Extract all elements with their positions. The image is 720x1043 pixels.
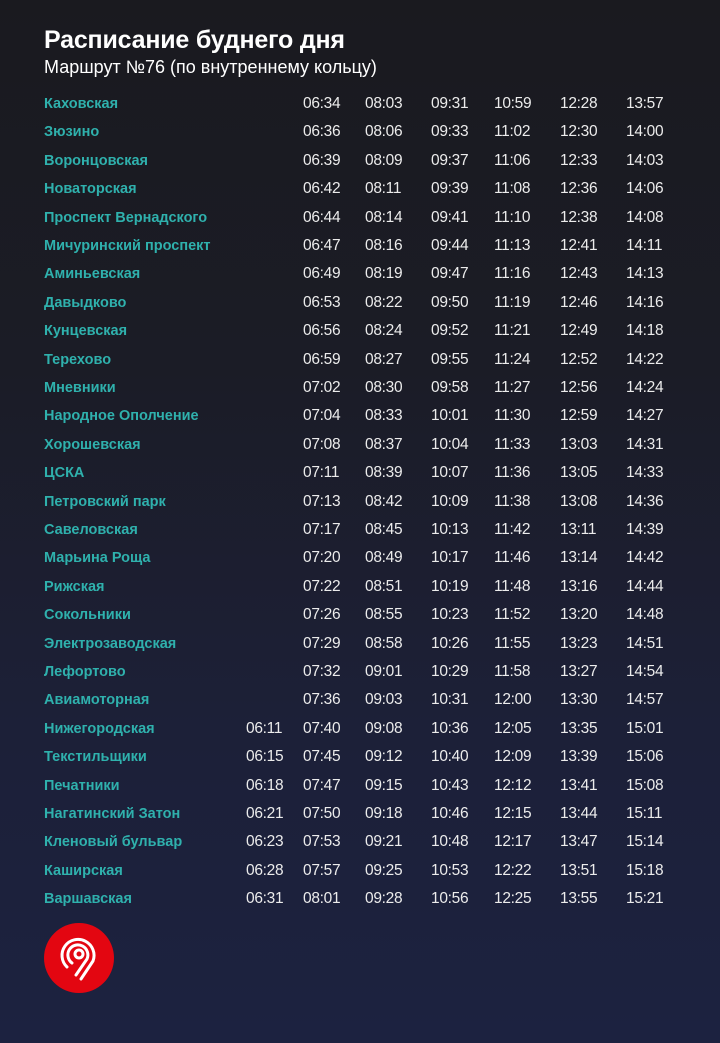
station-name: Савеловская xyxy=(44,522,138,538)
departure-time: 07:47 xyxy=(303,776,341,794)
departure-time: 15:11 xyxy=(626,805,663,822)
departure-time: 06:56 xyxy=(303,322,341,340)
table-row xyxy=(0,885,720,913)
departure-time: 11:36 xyxy=(494,464,531,482)
station-name: Текстильщики xyxy=(44,749,147,766)
station-name: Нижегородская xyxy=(44,720,155,737)
departure-time: 09:25 xyxy=(365,861,403,879)
table-row xyxy=(0,317,720,345)
departure-time: 06:21 xyxy=(246,805,284,822)
station-name: Нагатинский Затон xyxy=(44,806,181,822)
departure-time: 07:29 xyxy=(303,634,341,652)
station-name: Кленовый бульвар xyxy=(44,834,183,851)
departure-time: 14:16 xyxy=(626,293,664,311)
departure-time: 14:03 xyxy=(626,151,664,169)
departure-time: 09:03 xyxy=(365,691,403,709)
departure-time: 10:29 xyxy=(431,663,469,680)
departure-time: 14:39 xyxy=(626,521,664,538)
table-row xyxy=(0,686,720,714)
departure-time: 12:52 xyxy=(560,350,598,368)
departure-time: 11:10 xyxy=(494,208,531,226)
departure-time: 09:50 xyxy=(431,293,469,311)
departure-time: 06:18 xyxy=(246,776,284,794)
departure-time: 13:55 xyxy=(560,890,598,908)
departure-time: 07:08 xyxy=(303,435,341,453)
station-name: Проспект Вернадского xyxy=(44,209,208,226)
departure-time: 06:47 xyxy=(303,237,341,254)
departure-time: 14:22 xyxy=(626,350,664,368)
departure-time: 14:06 xyxy=(626,180,664,198)
departure-time: 09:15 xyxy=(365,776,403,794)
departure-time: 11:42 xyxy=(494,521,531,538)
departure-time: 06:59 xyxy=(303,350,341,368)
departure-time: 09:12 xyxy=(365,748,403,766)
departure-time: 09:08 xyxy=(365,719,403,737)
table-row xyxy=(0,459,720,487)
departure-time: 14:27 xyxy=(626,407,664,425)
departure-time: 07:04 xyxy=(303,407,341,425)
station-name: Аминьевская xyxy=(44,266,141,283)
departure-time: 14:51 xyxy=(626,634,664,652)
departure-time: 13:41 xyxy=(560,776,598,794)
station-name: Давыдково xyxy=(44,294,127,311)
table-row xyxy=(0,232,720,260)
departure-time: 06:42 xyxy=(303,180,341,198)
departure-time: 14:44 xyxy=(626,577,664,595)
departure-time: 10:19 xyxy=(431,577,469,595)
departure-time: 08:09 xyxy=(365,151,403,169)
table-row xyxy=(0,601,720,629)
table-row xyxy=(0,857,720,885)
table-row xyxy=(0,374,720,402)
table-row xyxy=(0,630,720,658)
departure-time: 06:53 xyxy=(303,293,341,311)
departure-time: 11:27 xyxy=(494,379,531,396)
page-title: Расписание буднего дня xyxy=(44,26,345,54)
departure-time: 11:24 xyxy=(494,350,531,368)
departure-time: 13:30 xyxy=(560,691,598,709)
table-row xyxy=(0,90,720,118)
departure-time: 07:22 xyxy=(303,577,341,595)
departure-time: 07:32 xyxy=(303,663,341,680)
departure-time: 10:09 xyxy=(431,492,469,510)
station-name: Каширская xyxy=(44,862,123,879)
departure-time: 07:36 xyxy=(303,691,341,709)
departure-time: 15:14 xyxy=(626,833,664,851)
departure-time: 13:47 xyxy=(560,833,598,851)
departure-time: 07:40 xyxy=(303,719,341,737)
departure-time: 10:07 xyxy=(431,464,469,482)
table-row xyxy=(0,715,720,743)
table-row xyxy=(0,658,720,686)
departure-time: 08:24 xyxy=(365,322,403,340)
departure-time: 12:30 xyxy=(560,123,598,141)
departure-time: 13:27 xyxy=(560,663,598,680)
departure-time: 12:59 xyxy=(560,407,598,425)
departure-time: 14:13 xyxy=(626,265,664,283)
departure-time: 11:19 xyxy=(494,293,531,311)
table-row xyxy=(0,118,720,146)
table-row xyxy=(0,204,720,232)
departure-time: 11:33 xyxy=(494,435,531,453)
departure-time: 12:36 xyxy=(560,180,598,198)
departure-time: 10:17 xyxy=(431,549,469,567)
departure-time: 15:01 xyxy=(626,719,664,737)
departure-time: 07:17 xyxy=(303,521,341,538)
departure-time: 06:15 xyxy=(246,748,284,766)
station-name: Варшавская xyxy=(44,891,132,908)
departure-time: 11:08 xyxy=(494,180,531,198)
departure-time: 10:23 xyxy=(431,606,469,624)
departure-time: 08:39 xyxy=(365,464,403,482)
departure-time: 15:18 xyxy=(626,861,664,879)
station-name: Каховская xyxy=(44,96,119,112)
station-name: Хорошевская xyxy=(44,436,141,453)
station-name: Мневники xyxy=(44,380,116,396)
station-name: Лефортово xyxy=(44,664,126,680)
table-row xyxy=(0,175,720,203)
station-name: Электрозаводская xyxy=(44,635,177,652)
departure-time: 13:35 xyxy=(560,719,598,737)
departure-time: 09:18 xyxy=(365,805,403,822)
departure-time: 15:06 xyxy=(626,748,664,766)
station-name: Зюзино xyxy=(44,124,100,141)
departure-time: 14:00 xyxy=(626,123,664,141)
departure-time: 09:33 xyxy=(431,123,469,141)
departure-time: 12:28 xyxy=(560,95,598,112)
departure-time: 13:08 xyxy=(560,492,598,510)
departure-time: 12:56 xyxy=(560,379,598,396)
departure-time: 10:13 xyxy=(431,521,469,538)
departure-time: 09:28 xyxy=(365,890,403,908)
departure-time: 09:47 xyxy=(431,265,469,283)
departure-time: 09:55 xyxy=(431,350,469,368)
departure-time: 12:05 xyxy=(494,719,532,737)
departure-time: 09:39 xyxy=(431,180,469,198)
departure-time: 14:11 xyxy=(626,237,663,254)
departure-time: 12:33 xyxy=(560,151,598,169)
departure-time: 13:05 xyxy=(560,464,598,482)
departure-time: 06:34 xyxy=(303,95,341,112)
table-row xyxy=(0,488,720,516)
departure-time: 09:44 xyxy=(431,237,469,254)
table-row xyxy=(0,516,720,544)
departure-time: 11:48 xyxy=(494,577,531,595)
table-row xyxy=(0,573,720,601)
departure-time: 11:38 xyxy=(494,492,531,510)
departure-time: 14:42 xyxy=(626,549,664,567)
station-name: Авиамоторная xyxy=(44,692,150,709)
departure-time: 12:09 xyxy=(494,748,532,766)
departure-time: 11:02 xyxy=(494,123,531,141)
departure-time: 09:41 xyxy=(431,208,469,226)
station-name: Рижская xyxy=(44,578,105,595)
departure-time: 11:21 xyxy=(494,322,531,340)
departure-time: 08:33 xyxy=(365,407,403,425)
route-subtitle: Маршрут №76 (по внутреннему кольцу) xyxy=(44,57,377,77)
station-name: Кунцевская xyxy=(44,323,128,340)
departure-time: 15:21 xyxy=(626,890,664,908)
departure-time: 10:04 xyxy=(431,435,469,453)
departure-time: 14:36 xyxy=(626,492,664,510)
departure-time: 13:51 xyxy=(560,861,598,879)
departure-time: 07:45 xyxy=(303,748,341,766)
departure-time: 08:06 xyxy=(365,123,403,141)
departure-time: 08:58 xyxy=(365,634,403,652)
departure-time: 06:28 xyxy=(246,861,284,879)
departure-time: 14:48 xyxy=(626,606,664,624)
departure-time: 11:16 xyxy=(494,265,531,283)
departure-time: 07:53 xyxy=(303,833,341,851)
departure-time: 06:11 xyxy=(246,719,283,737)
table-row xyxy=(0,402,720,430)
station-name: Воронцовская xyxy=(44,152,148,169)
departure-time: 08:45 xyxy=(365,521,403,538)
departure-time: 07:11 xyxy=(303,464,340,482)
departure-time: 11:58 xyxy=(494,663,531,680)
departure-time: 10:01 xyxy=(431,407,469,425)
departure-time: 11:52 xyxy=(494,606,531,624)
departure-time: 12:49 xyxy=(560,322,598,340)
station-name: Мичуринский проспект xyxy=(44,238,211,254)
departure-time: 13:11 xyxy=(560,521,597,538)
moscow-transport-logo-icon xyxy=(44,923,114,993)
departure-time: 13:03 xyxy=(560,435,598,453)
departure-time: 08:01 xyxy=(303,890,341,908)
departure-time: 10:26 xyxy=(431,634,469,652)
departure-time: 08:19 xyxy=(365,265,403,283)
departure-time: 10:43 xyxy=(431,776,469,794)
table-row xyxy=(0,800,720,828)
departure-time: 11:13 xyxy=(494,237,531,254)
departure-time: 13:39 xyxy=(560,748,598,766)
station-name: Марьина Роща xyxy=(44,550,151,567)
departure-time: 06:23 xyxy=(246,833,284,851)
departure-time: 13:20 xyxy=(560,606,598,624)
departure-time: 10:31 xyxy=(431,691,469,709)
departure-time: 10:53 xyxy=(431,861,469,879)
departure-time: 08:11 xyxy=(365,180,402,198)
departure-time: 14:31 xyxy=(626,435,664,453)
station-name: Сокольники xyxy=(44,607,131,624)
station-name: ЦСКА xyxy=(44,465,85,482)
departure-time: 09:31 xyxy=(431,95,469,112)
departure-time: 10:36 xyxy=(431,719,469,737)
departure-time: 09:58 xyxy=(431,379,469,396)
station-name: Терехово xyxy=(44,351,112,368)
departure-time: 06:31 xyxy=(246,890,284,908)
table-row xyxy=(0,289,720,317)
departure-time: 12:15 xyxy=(494,805,532,822)
departure-time: 06:49 xyxy=(303,265,341,283)
station-name: Новаторская xyxy=(44,181,137,198)
departure-time: 08:30 xyxy=(365,379,403,396)
table-row xyxy=(0,772,720,800)
departure-time: 13:14 xyxy=(560,549,598,567)
table-row xyxy=(0,431,720,459)
table-row xyxy=(0,743,720,771)
departure-time: 11:30 xyxy=(494,407,531,425)
departure-time: 06:44 xyxy=(303,208,341,226)
departure-time: 08:03 xyxy=(365,95,403,112)
departure-time: 14:33 xyxy=(626,464,664,482)
departure-time: 14:24 xyxy=(626,379,664,396)
departure-time: 08:22 xyxy=(365,293,403,311)
station-name: Народное Ополчение xyxy=(44,408,199,425)
departure-time: 14:54 xyxy=(626,663,664,680)
departure-time: 12:00 xyxy=(494,691,532,709)
table-row xyxy=(0,260,720,288)
departure-time: 12:25 xyxy=(494,890,532,908)
station-name: Петровский парк xyxy=(44,493,166,510)
table-row xyxy=(0,828,720,856)
departure-time: 10:46 xyxy=(431,805,469,822)
departure-time: 08:37 xyxy=(365,435,403,453)
departure-time: 08:16 xyxy=(365,237,403,254)
departure-time: 14:57 xyxy=(626,691,664,709)
departure-time: 06:36 xyxy=(303,123,341,141)
departure-time: 11:55 xyxy=(494,634,531,652)
departure-time: 07:13 xyxy=(303,492,341,510)
departure-time: 11:46 xyxy=(494,549,531,567)
departure-time: 07:02 xyxy=(303,379,341,396)
departure-time: 10:40 xyxy=(431,748,469,766)
departure-time: 08:42 xyxy=(365,492,403,510)
departure-time: 07:26 xyxy=(303,606,341,624)
departure-time: 12:43 xyxy=(560,265,598,283)
departure-time: 10:59 xyxy=(494,95,532,112)
departure-time: 12:41 xyxy=(560,237,598,254)
departure-time: 09:37 xyxy=(431,151,469,169)
table-row xyxy=(0,346,720,374)
departure-time: 13:57 xyxy=(626,95,664,112)
departure-time: 07:50 xyxy=(303,805,341,822)
departure-time: 10:48 xyxy=(431,833,469,851)
departure-time: 06:39 xyxy=(303,151,341,169)
departure-time: 08:14 xyxy=(365,208,403,226)
station-name: Печатники xyxy=(44,777,120,794)
departure-time: 14:08 xyxy=(626,208,664,226)
departure-time: 12:38 xyxy=(560,208,598,226)
departure-time: 09:01 xyxy=(365,663,403,680)
departure-time: 12:17 xyxy=(494,833,532,851)
departure-time: 08:51 xyxy=(365,577,403,595)
departure-time: 08:55 xyxy=(365,606,403,624)
departure-time: 09:52 xyxy=(431,322,469,340)
departure-time: 13:44 xyxy=(560,805,598,822)
departure-time: 07:57 xyxy=(303,861,341,879)
departure-time: 12:22 xyxy=(494,861,532,879)
departure-time: 08:49 xyxy=(365,549,403,567)
table-row xyxy=(0,544,720,572)
departure-time: 12:46 xyxy=(560,293,598,311)
departure-time: 13:23 xyxy=(560,634,598,652)
table-row xyxy=(0,147,720,175)
departure-time: 13:16 xyxy=(560,577,598,595)
departure-time: 12:12 xyxy=(494,776,532,794)
departure-time: 09:21 xyxy=(365,833,403,851)
departure-time: 08:27 xyxy=(365,350,403,368)
departure-time: 07:20 xyxy=(303,549,341,567)
departure-time: 14:18 xyxy=(626,322,664,340)
departure-time: 11:06 xyxy=(494,151,531,169)
departure-time: 15:08 xyxy=(626,776,664,794)
departure-time: 10:56 xyxy=(431,890,469,908)
